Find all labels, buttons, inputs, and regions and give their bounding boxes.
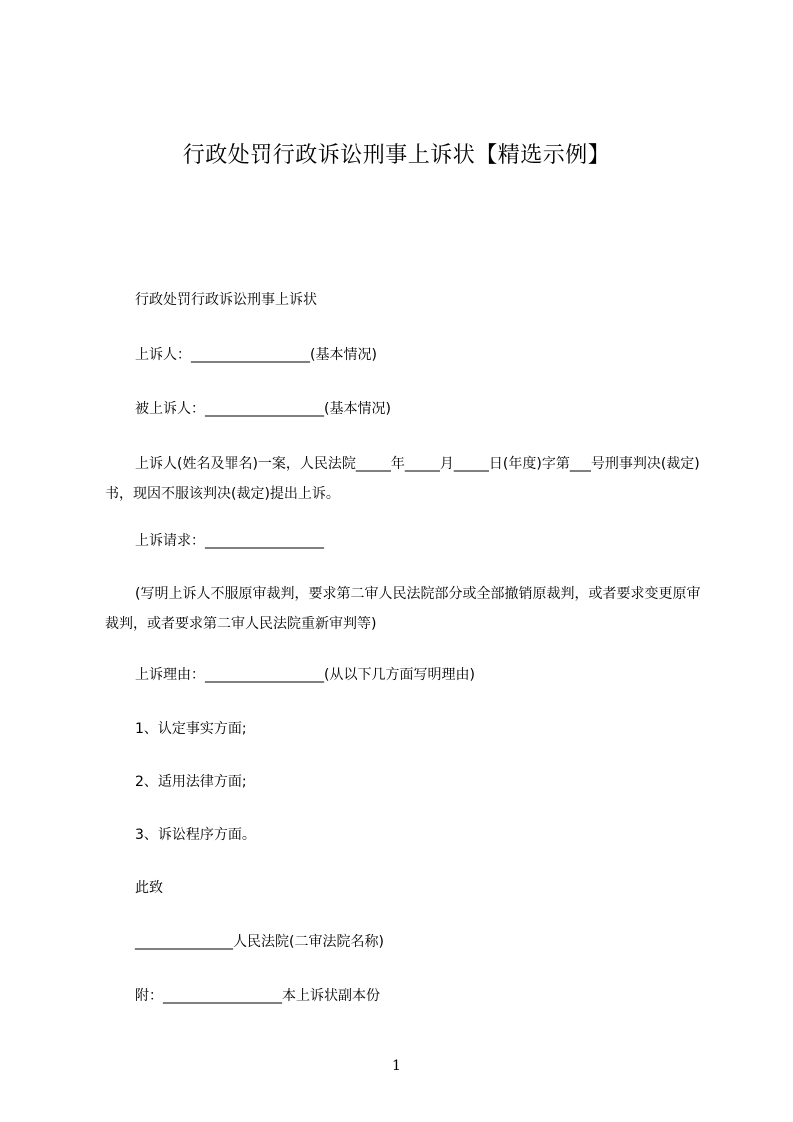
attachment-line: 附：_________________本上诉状副本份	[135, 988, 380, 1004]
case-paragraph	[105, 449, 705, 509]
request-note-paragraph	[105, 579, 705, 639]
reasons-line: 上诉理由：_________________(从以下几方面写明理由)	[135, 667, 475, 683]
case-paragraph-text: 上诉人(姓名及罪名)一案，人民法院_____年_____月_____日(年度)字第___号刑事判决(裁定)书，现因不服该判决(裁定)提出上诉。	[105, 456, 700, 502]
appellee-line: 被上诉人：_________________(基本情况)	[135, 401, 391, 417]
request-note-text: (写明上诉人不服原审裁判，要求第二审人民法院部分或全部撤销原裁判，或者要求变更原审裁判，或者要求第二审人民法院重新审判等)	[105, 586, 701, 632]
reason-item-1: 1、认定事实方面;	[135, 721, 247, 737]
reason-item-2: 2、适用法律方面;	[135, 774, 247, 790]
reason-item-3: 3、诉讼程序方面。	[135, 827, 256, 843]
closing-line: 此致	[135, 880, 163, 896]
body-heading: 行政处罚行政诉讼刑事上诉状	[135, 292, 317, 308]
document-title: 行政处罚行政诉讼刑事上诉状【精选示例】	[182, 143, 611, 168]
request-line: 上诉请求：_________________	[135, 533, 324, 549]
appellant-line: 上诉人：_________________(基本情况)	[135, 347, 377, 363]
page-number: 1	[392, 1058, 401, 1074]
court-line: ______________人民法院(二审法院名称)	[135, 934, 384, 950]
